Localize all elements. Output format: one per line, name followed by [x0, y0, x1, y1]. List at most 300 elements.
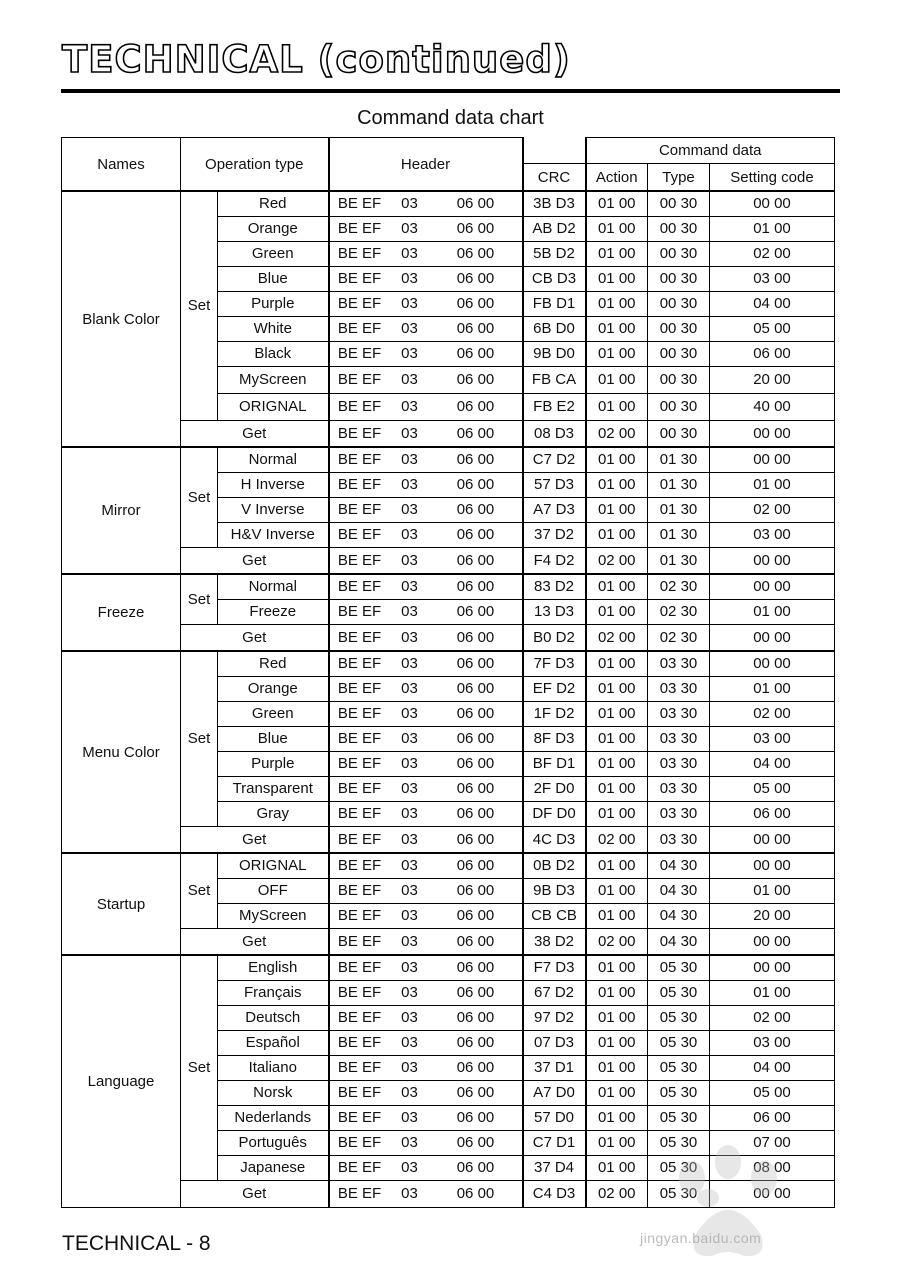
setting-code-cell: 01 00 [710, 216, 835, 241]
type-cell: 01 30 [648, 547, 710, 574]
header-bytes [330, 629, 522, 646]
header-byte: BE EF [337, 476, 382, 493]
set-label: Set [181, 955, 218, 1180]
header-bytes [330, 501, 522, 518]
header-byte: 06 00 [456, 220, 495, 237]
crc-cell: B0 D2 [523, 624, 586, 651]
setting-code-cell: 04 00 [710, 1055, 835, 1080]
type-cell: 00 30 [648, 191, 710, 216]
header-byte: 03 [401, 907, 418, 924]
header-bytes-cell [329, 903, 523, 928]
action-cell: 02 00 [586, 624, 648, 651]
header-bytes-cell [329, 447, 523, 472]
setting-code-cell: 00 00 [710, 547, 835, 574]
header-byte: 03 [401, 270, 418, 287]
group-name: Blank Color [62, 191, 181, 447]
operation-cell: English [218, 955, 329, 980]
header-byte: 06 00 [456, 882, 495, 899]
header-bytes-cell [329, 726, 523, 751]
crc-cell: 4C D3 [523, 826, 586, 853]
header-byte: 06 00 [456, 501, 495, 518]
setting-code-cell: 02 00 [710, 701, 835, 726]
operation-cell: Orange [218, 216, 329, 241]
header-bytes [330, 1059, 522, 1076]
header-bytes-cell [329, 393, 523, 420]
setting-code-cell: 00 00 [710, 955, 835, 980]
action-cell: 01 00 [586, 497, 648, 522]
operation-cell: Gray [218, 801, 329, 826]
set-label: Set [181, 447, 218, 547]
header-byte: 06 00 [456, 551, 495, 569]
operation-cell: V Inverse [218, 497, 329, 522]
setting-code-cell: 00 00 [710, 447, 835, 472]
header-byte: BE EF [337, 270, 382, 287]
action-cell: 02 00 [586, 1180, 648, 1207]
setting-code-cell: 00 00 [710, 651, 835, 676]
header-byte: 03 [401, 320, 418, 337]
setting-code-cell: 06 00 [710, 341, 835, 366]
header-byte: 06 00 [456, 195, 495, 213]
header-bytes [330, 220, 522, 237]
operation-cell: Norsk [218, 1080, 329, 1105]
crc-cell: 1F D2 [523, 701, 586, 726]
crc-cell: 83 D2 [523, 574, 586, 599]
setting-code-cell: 40 00 [710, 393, 835, 420]
action-cell: 01 00 [586, 801, 648, 826]
header-byte: BE EF [337, 805, 382, 822]
header-bytes-cell [329, 1030, 523, 1055]
header-byte: BE EF [337, 680, 382, 697]
header-byte: 03 [401, 755, 418, 772]
header-bytes [330, 320, 522, 337]
header-byte: 06 00 [456, 1009, 495, 1026]
action-cell: 01 00 [586, 599, 648, 624]
header-byte: 03 [401, 295, 418, 312]
setting-code-cell: 00 00 [710, 826, 835, 853]
setting-code-cell: 02 00 [710, 241, 835, 266]
header-bytes [330, 805, 522, 822]
group-name: Freeze [62, 574, 181, 651]
table-row [62, 651, 835, 676]
header-byte: BE EF [337, 578, 382, 596]
header-byte: 03 [401, 984, 418, 1001]
header-byte: 03 [401, 1059, 418, 1076]
header-byte: BE EF [337, 345, 382, 362]
header-byte: 03 [401, 1109, 418, 1126]
action-cell: 01 00 [586, 1055, 648, 1080]
header-bytes-cell [329, 420, 523, 447]
crc-cell: BF D1 [523, 751, 586, 776]
header-bytes [330, 959, 522, 976]
header-byte: 06 00 [456, 780, 495, 797]
crc-cell: AB D2 [523, 216, 586, 241]
crc-cell: 38 D2 [523, 928, 586, 955]
header-byte: 06 00 [456, 398, 495, 415]
header-byte: BE EF [337, 959, 382, 977]
action-cell: 01 00 [586, 341, 648, 366]
header-byte: BE EF [337, 882, 382, 899]
header-bytes [330, 1185, 522, 1202]
header-byte: 03 [401, 680, 418, 697]
header-byte: BE EF [337, 526, 382, 543]
chart-title: Command data chart [357, 107, 544, 129]
setting-code-cell: 00 00 [710, 624, 835, 651]
operation-cell: Transparent [218, 776, 329, 801]
action-cell: 01 00 [586, 903, 648, 928]
header-byte: BE EF [337, 295, 382, 312]
action-column-header: Action [586, 164, 648, 192]
header-byte: 06 00 [456, 476, 495, 493]
header-bytes-cell [329, 547, 523, 574]
header-byte: BE EF [337, 857, 382, 875]
header-bytes-cell [329, 1155, 523, 1180]
crc-cell: EF D2 [523, 676, 586, 701]
header-byte: BE EF [337, 195, 382, 213]
header-bytes [330, 907, 522, 924]
header-bytes [330, 857, 522, 874]
operation-get-cell: Get [181, 547, 329, 574]
header-byte: BE EF [337, 932, 382, 950]
action-cell: 01 00 [586, 291, 648, 316]
action-cell: 01 00 [586, 1080, 648, 1105]
crc-cell: 9B D0 [523, 341, 586, 366]
header-byte: 06 00 [456, 578, 495, 596]
operation-cell: Nederlands [218, 1105, 329, 1130]
header-bytes-cell [329, 1080, 523, 1105]
header-byte: BE EF [337, 1009, 382, 1026]
header-byte: 06 00 [456, 245, 495, 262]
header-byte: BE EF [337, 1109, 382, 1126]
set-label: Set [181, 191, 218, 420]
header-bytes-cell [329, 216, 523, 241]
action-cell: 01 00 [586, 955, 648, 980]
header-byte: 03 [401, 780, 418, 797]
header-bytes [330, 451, 522, 468]
crc-cell: 13 D3 [523, 599, 586, 624]
header-bytes-cell [329, 497, 523, 522]
crc-header-spacer [523, 138, 586, 164]
type-cell: 05 30 [648, 980, 710, 1005]
type-cell: 00 30 [648, 316, 710, 341]
operation-cell: Français [218, 980, 329, 1005]
header-byte: 03 [401, 857, 418, 875]
operation-get-cell: Get [181, 420, 329, 447]
header-bytes [330, 755, 522, 772]
page-heading: TECHNICAL (continued) [62, 38, 571, 81]
header-bytes-cell [329, 624, 523, 651]
header-byte: 03 [401, 551, 418, 569]
header-bytes [330, 371, 522, 388]
header-byte: 06 00 [456, 680, 495, 697]
set-label: Set [181, 853, 218, 928]
setting-code-cell: 06 00 [710, 1105, 835, 1130]
action-cell: 01 00 [586, 191, 648, 216]
header-byte: 03 [401, 959, 418, 977]
operation-cell: H&V Inverse [218, 522, 329, 547]
setting-code-cell: 03 00 [710, 266, 835, 291]
operation-cell: H Inverse [218, 472, 329, 497]
crc-cell: CB CB [523, 903, 586, 928]
crc-cell: 3B D3 [523, 191, 586, 216]
header-byte: 03 [401, 1159, 418, 1176]
type-cell: 00 30 [648, 291, 710, 316]
setting-code-cell: 00 00 [710, 191, 835, 216]
header-row [62, 138, 835, 164]
type-cell: 03 30 [648, 751, 710, 776]
header-bytes [330, 705, 522, 722]
header-bytes-cell [329, 316, 523, 341]
type-cell: 05 30 [648, 1005, 710, 1030]
crc-cell: 08 D3 [523, 420, 586, 447]
type-cell: 00 30 [648, 341, 710, 366]
header-byte: 03 [401, 476, 418, 493]
type-cell: 05 30 [648, 1105, 710, 1130]
header-byte: BE EF [337, 984, 382, 1001]
action-cell: 01 00 [586, 751, 648, 776]
header-bytes [330, 831, 522, 848]
operation-cell: Purple [218, 751, 329, 776]
header-byte: 06 00 [456, 451, 495, 469]
type-cell: 03 30 [648, 776, 710, 801]
setting-code-cell: 00 00 [710, 928, 835, 955]
header-bytes-cell [329, 651, 523, 676]
header-byte: 06 00 [456, 628, 495, 646]
header-bytes [330, 1109, 522, 1126]
type-cell: 02 30 [648, 599, 710, 624]
action-cell: 01 00 [586, 574, 648, 599]
action-cell: 01 00 [586, 726, 648, 751]
heading-rule [61, 89, 840, 93]
header-bytes [330, 552, 522, 569]
setting-code-cell: 00 00 [710, 853, 835, 878]
setting-code-cell: 20 00 [710, 366, 835, 393]
header-byte: 06 00 [456, 1109, 495, 1126]
header-bytes-cell [329, 241, 523, 266]
operation-cell: Español [218, 1030, 329, 1055]
header-byte: 03 [401, 501, 418, 518]
header-byte: BE EF [337, 1185, 382, 1202]
action-cell: 01 00 [586, 651, 648, 676]
operation-cell: Purple [218, 291, 329, 316]
setting-code-cell: 00 00 [710, 1180, 835, 1207]
action-cell: 01 00 [586, 266, 648, 291]
setting-code-cell: 08 00 [710, 1155, 835, 1180]
header-bytes-cell [329, 1180, 523, 1207]
operation-get-cell: Get [181, 928, 329, 955]
header-bytes [330, 398, 522, 415]
operation-cell: Red [218, 651, 329, 676]
type-cell: 05 30 [648, 1155, 710, 1180]
header-bytes-cell [329, 599, 523, 624]
type-cell: 05 30 [648, 955, 710, 980]
action-cell: 02 00 [586, 547, 648, 574]
action-cell: 01 00 [586, 878, 648, 903]
action-cell: 01 00 [586, 316, 648, 341]
header-bytes [330, 603, 522, 620]
crc-cell: C4 D3 [523, 1180, 586, 1207]
header-bytes-cell [329, 341, 523, 366]
setting-code-cell: 04 00 [710, 751, 835, 776]
header-bytes [330, 680, 522, 697]
operation-cell: Blue [218, 726, 329, 751]
setting-code-cell: 00 00 [710, 420, 835, 447]
crc-cell: 0B D2 [523, 853, 586, 878]
header-byte: BE EF [337, 830, 382, 848]
crc-cell: FB CA [523, 366, 586, 393]
crc-cell: 5B D2 [523, 241, 586, 266]
setting-code-column-header: Setting code [710, 164, 835, 192]
group-name: Startup [62, 853, 181, 955]
header-byte: BE EF [337, 705, 382, 722]
setting-code-cell: 03 00 [710, 726, 835, 751]
set-label: Set [181, 574, 218, 624]
header-byte: 03 [401, 1084, 418, 1101]
type-cell: 00 30 [648, 366, 710, 393]
action-cell: 01 00 [586, 366, 648, 393]
header-byte: 06 00 [456, 1084, 495, 1101]
header-byte: 06 00 [456, 603, 495, 620]
type-cell: 00 30 [648, 266, 710, 291]
setting-code-cell: 20 00 [710, 903, 835, 928]
type-cell: 05 30 [648, 1180, 710, 1207]
header-byte: 06 00 [456, 830, 495, 848]
header-byte: 06 00 [456, 755, 495, 772]
header-bytes-cell [329, 980, 523, 1005]
type-cell: 04 30 [648, 928, 710, 955]
type-cell: 01 30 [648, 472, 710, 497]
header-bytes-cell [329, 853, 523, 878]
header-byte: 03 [401, 526, 418, 543]
setting-code-cell: 05 00 [710, 1080, 835, 1105]
type-cell: 03 30 [648, 826, 710, 853]
header-byte: 03 [401, 730, 418, 747]
type-cell: 01 30 [648, 447, 710, 472]
action-cell: 01 00 [586, 1105, 648, 1130]
type-cell: 04 30 [648, 853, 710, 878]
header-byte: 06 00 [456, 1185, 495, 1202]
crc-cell: 67 D2 [523, 980, 586, 1005]
type-cell: 03 30 [648, 726, 710, 751]
type-cell: 04 30 [648, 903, 710, 928]
action-cell: 02 00 [586, 826, 648, 853]
operation-cell: ORIGNAL [218, 393, 329, 420]
setting-code-cell: 01 00 [710, 980, 835, 1005]
operation-cell: Deutsch [218, 1005, 329, 1030]
header-bytes [330, 526, 522, 543]
table-row [62, 955, 835, 980]
type-cell: 05 30 [648, 1030, 710, 1055]
action-cell: 01 00 [586, 676, 648, 701]
type-cell: 00 30 [648, 216, 710, 241]
header-bytes [330, 933, 522, 950]
crc-column-header: CRC [523, 164, 586, 192]
type-cell: 03 30 [648, 651, 710, 676]
type-cell: 00 30 [648, 393, 710, 420]
type-cell: 03 30 [648, 801, 710, 826]
header-byte: 03 [401, 628, 418, 646]
header-bytes-cell [329, 472, 523, 497]
group-name: Menu Color [62, 651, 181, 853]
operation-get-cell: Get [181, 624, 329, 651]
header-byte: 06 00 [456, 345, 495, 362]
watermark-text: jingyan.baidu.com [640, 1230, 762, 1246]
header-bytes-cell [329, 776, 523, 801]
type-cell: 03 30 [648, 701, 710, 726]
header-byte: BE EF [337, 907, 382, 924]
header-byte: 06 00 [456, 705, 495, 722]
header-bytes-cell [329, 751, 523, 776]
crc-cell: 8F D3 [523, 726, 586, 751]
crc-cell: C7 D2 [523, 447, 586, 472]
header-byte: 06 00 [456, 295, 495, 312]
command-data-column-header: Command data [586, 138, 835, 164]
action-cell: 01 00 [586, 522, 648, 547]
header-byte: 03 [401, 705, 418, 722]
header-byte: 06 00 [456, 959, 495, 977]
header-byte: 06 00 [456, 730, 495, 747]
header-byte: 06 00 [456, 805, 495, 822]
header-byte: 06 00 [456, 270, 495, 287]
header-bytes-cell [329, 1055, 523, 1080]
operation-cell: Português [218, 1130, 329, 1155]
header-byte: 03 [401, 1009, 418, 1026]
header-byte: BE EF [337, 655, 382, 673]
action-cell: 01 00 [586, 472, 648, 497]
action-cell: 01 00 [586, 1005, 648, 1030]
header-byte: BE EF [337, 245, 382, 262]
action-cell: 01 00 [586, 1155, 648, 1180]
crc-cell: 57 D0 [523, 1105, 586, 1130]
header-bytes [330, 984, 522, 1001]
header-bytes [330, 1084, 522, 1101]
action-cell: 02 00 [586, 420, 648, 447]
header-bytes [330, 1034, 522, 1051]
crc-cell: FB D1 [523, 291, 586, 316]
header-bytes [330, 1134, 522, 1151]
header-bytes-cell [329, 266, 523, 291]
page-footer: TECHNICAL - 8 [62, 1232, 211, 1255]
header-bytes-cell [329, 191, 523, 216]
header-byte: BE EF [337, 320, 382, 337]
crc-cell: 97 D2 [523, 1005, 586, 1030]
header-byte: 06 00 [456, 424, 495, 442]
header-bytes-cell [329, 522, 523, 547]
header-byte: BE EF [337, 1059, 382, 1076]
table-row [62, 447, 835, 472]
header-byte: 03 [401, 398, 418, 415]
header-bytes-cell [329, 574, 523, 599]
header-byte: BE EF [337, 628, 382, 646]
crc-cell: A7 D3 [523, 497, 586, 522]
header-byte: BE EF [337, 371, 382, 388]
action-cell: 01 00 [586, 393, 648, 420]
header-byte: 03 [401, 451, 418, 469]
header-bytes [330, 476, 522, 493]
header-byte: 03 [401, 245, 418, 262]
header-column-header: Header [329, 138, 523, 192]
crc-cell: 57 D3 [523, 472, 586, 497]
operation-get-cell: Get [181, 826, 329, 853]
operation-cell: ORIGNAL [218, 853, 329, 878]
header-byte: 06 00 [456, 857, 495, 875]
type-cell: 02 30 [648, 624, 710, 651]
setting-code-cell: 05 00 [710, 776, 835, 801]
table-row [62, 853, 835, 878]
crc-cell: F7 D3 [523, 955, 586, 980]
header-byte: BE EF [337, 1134, 382, 1151]
header-bytes [330, 1009, 522, 1026]
action-cell: 02 00 [586, 928, 648, 955]
